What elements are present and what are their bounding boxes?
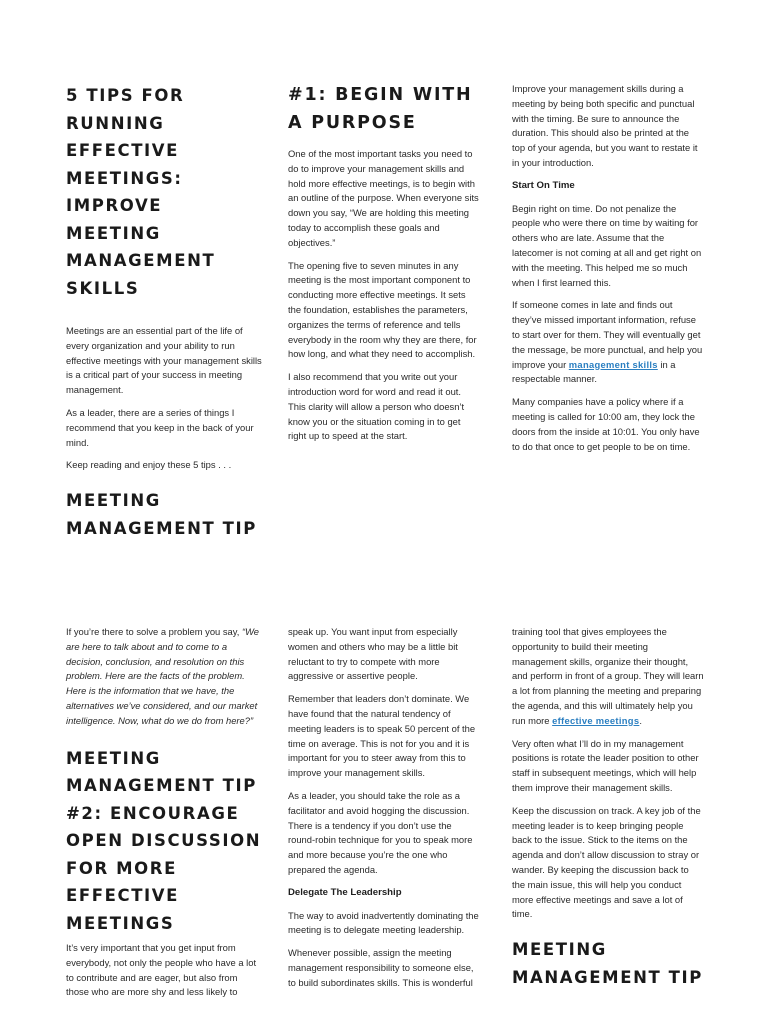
tip1-heading: #1: BEGIN WITH A PURPOSE bbox=[288, 85, 473, 133]
start-on-time-subheading: Start On Time bbox=[512, 179, 575, 191]
page1-column-3 bbox=[512, 82, 704, 462]
keep-reading-paragraph: Keep reading and enjoy these 5 tips . . . bbox=[66, 459, 232, 471]
effective-meetings-link[interactable]: effective meetings bbox=[552, 714, 640, 726]
page2-column-2 bbox=[288, 625, 480, 999]
delegate-paragraph: The way to avoid inadvertently dominating the meeting is to delegate meeting leadership. bbox=[288, 909, 479, 936]
section-heading-2: MEETING MANAGEMENT TIP bbox=[512, 940, 703, 987]
timing-paragraph: Improve your management skills during a meeting by being both specific and punctual with the timing. Be sure to announce the duration. This should also be printed at the top of your agenda, but you want to restate it in your introduction. bbox=[512, 83, 698, 168]
leader-paragraph: As a leader, there are a series of things I recommend that you keep in the back of your mind. bbox=[66, 406, 254, 448]
tip1-paragraph-3: I also recommend that you write out your introduction word for word and read it out. This clarity will allow a person who doesn’t know you or the situation coming in to get right up to speed at the start. bbox=[288, 371, 465, 442]
management-skills-link[interactable]: management skills bbox=[568, 358, 658, 370]
facilitator-paragraph: As a leader, you should take the role as a facilitator and avoid hogging the discussion. There is a tendency if you don’t use the round-robin technique for you to speak more and more because you’re the one who prepared the agenda. bbox=[288, 789, 473, 875]
leaders-dont-dominate-paragraph: Remember that leaders don’t dominate. We have found that the natural tendency of meeting leaders is to speak 50 percent of the time on average. This is not for you and it is important for you to steer away from this to improve your management skills. bbox=[288, 693, 476, 779]
lock-doors-paragraph: Many companies have a policy where if a meeting is called for 10:00 am, they lock the doors from the inside at 10:01. You only have to do that once to get people to be on time. bbox=[512, 396, 700, 452]
problem-quote: “We are here to talk about and to come to a decision, conclusion, and resolution on this problem. Here are the facts of the problem. Here is the information that we have, the alternatives we’ve considered, and our market intelligence. Now, what do we do from here?” bbox=[66, 626, 259, 726]
training-paragraph: training tool that gives employees the opportunity to build their meeting management skills, organize their thought, and perform in front of a group. They will learn a lot from planning the meeting and preparing the agenda, and this will ultimately help you run more effective meetings. bbox=[512, 626, 704, 726]
page1-column-2 bbox=[288, 82, 480, 452]
page1-column-1 bbox=[66, 82, 262, 552]
delegate-subheading: Delegate The Leadership bbox=[288, 886, 402, 898]
rotate-leader-paragraph: Very often what I’ll do in my management positions is rotate the leader position to other staff in subsequent meetings, which will help them improve their management skills. bbox=[512, 737, 699, 793]
intro-paragraph: Meetings are an essential part of the life of every organization and your ability to run effective meetings with your management skills is a critical part of your success in meeting management. bbox=[66, 325, 262, 396]
on-track-paragraph: Keep the discussion on track. A key job of the meeting leader is to keep bringing people back to the issue. Stick to the items on the agenda and don’t allow discussion to stray or wander. By keeping the discussion back to the main issue, this will help you conduct more effective meetings and save a lot of time. bbox=[512, 804, 701, 920]
start-on-time-paragraph: Begin right on time. Do not penalize the people who were there on time by waiting for others who are late. Assume that the latecomer is not coming at all and get right on with the meeting. This helped me so much when I first learned this. bbox=[512, 202, 702, 288]
latecomer-paragraph: If someone comes in late and finds out they’ve missed important information, refuse to start over for them. They will eventually get the message, be more punctual, and help you improve your management skills in a respectable manner. bbox=[512, 299, 703, 385]
page2-column-3 bbox=[512, 625, 704, 1001]
tip2-heading: MEETING MANAGEMENT TIP #2: ENCOURAGE OPEN DISCUSSION FOR MORE EFFECTIVE MEETINGS bbox=[66, 748, 262, 933]
assign-paragraph: Whenever possible, assign the meeting management responsibility to someone else, to build subordinates skills. This is wonderful bbox=[288, 947, 474, 988]
article-title: 5 TIPS FOR RUNNING EFFECTIVE MEETINGS: IMPROVE MEETING MANAGEMENT SKILLS bbox=[66, 86, 216, 298]
tip1-paragraph-2: The opening five to seven minutes in any meeting is the most important component to conducting more effective meetings. It sets the foundation, establishes the parameters, organizes the terms of reference and tells everybody in the room why they are there, for how long, and what they need to accomplish. bbox=[288, 259, 477, 360]
section-heading: MEETING MANAGEMENT TIP bbox=[66, 491, 257, 538]
tip1-paragraph-1: One of the most important tasks you need to do to improve your management skills and hold more effective meetings, is to begin with an outline of the purpose. When everyone sits down you say, “We are holding this meeting today to accomplish these goals and objectives.” bbox=[288, 148, 479, 248]
speak-up-paragraph: speak up. You want input from especially women and others who may be a little bit reluctant to try to compete with more aggressive or assertive people. bbox=[288, 626, 458, 682]
problem-paragraph: If you’re there to solve a problem you say, “We are here to talk about and to come to a decision, conclusion, and resolution on this problem. Here are the facts of the problem. Here is the information that we have, the alternatives we’ve considered, and our market intelligence. Now, what do we do from here?” bbox=[66, 626, 259, 726]
input-paragraph: It’s very important that you get input from everybody, not only the people who have a lot to contribute and are eager, but also from those who are more shy and less likely to bbox=[66, 942, 257, 998]
page2-column-1 bbox=[66, 625, 262, 1008]
